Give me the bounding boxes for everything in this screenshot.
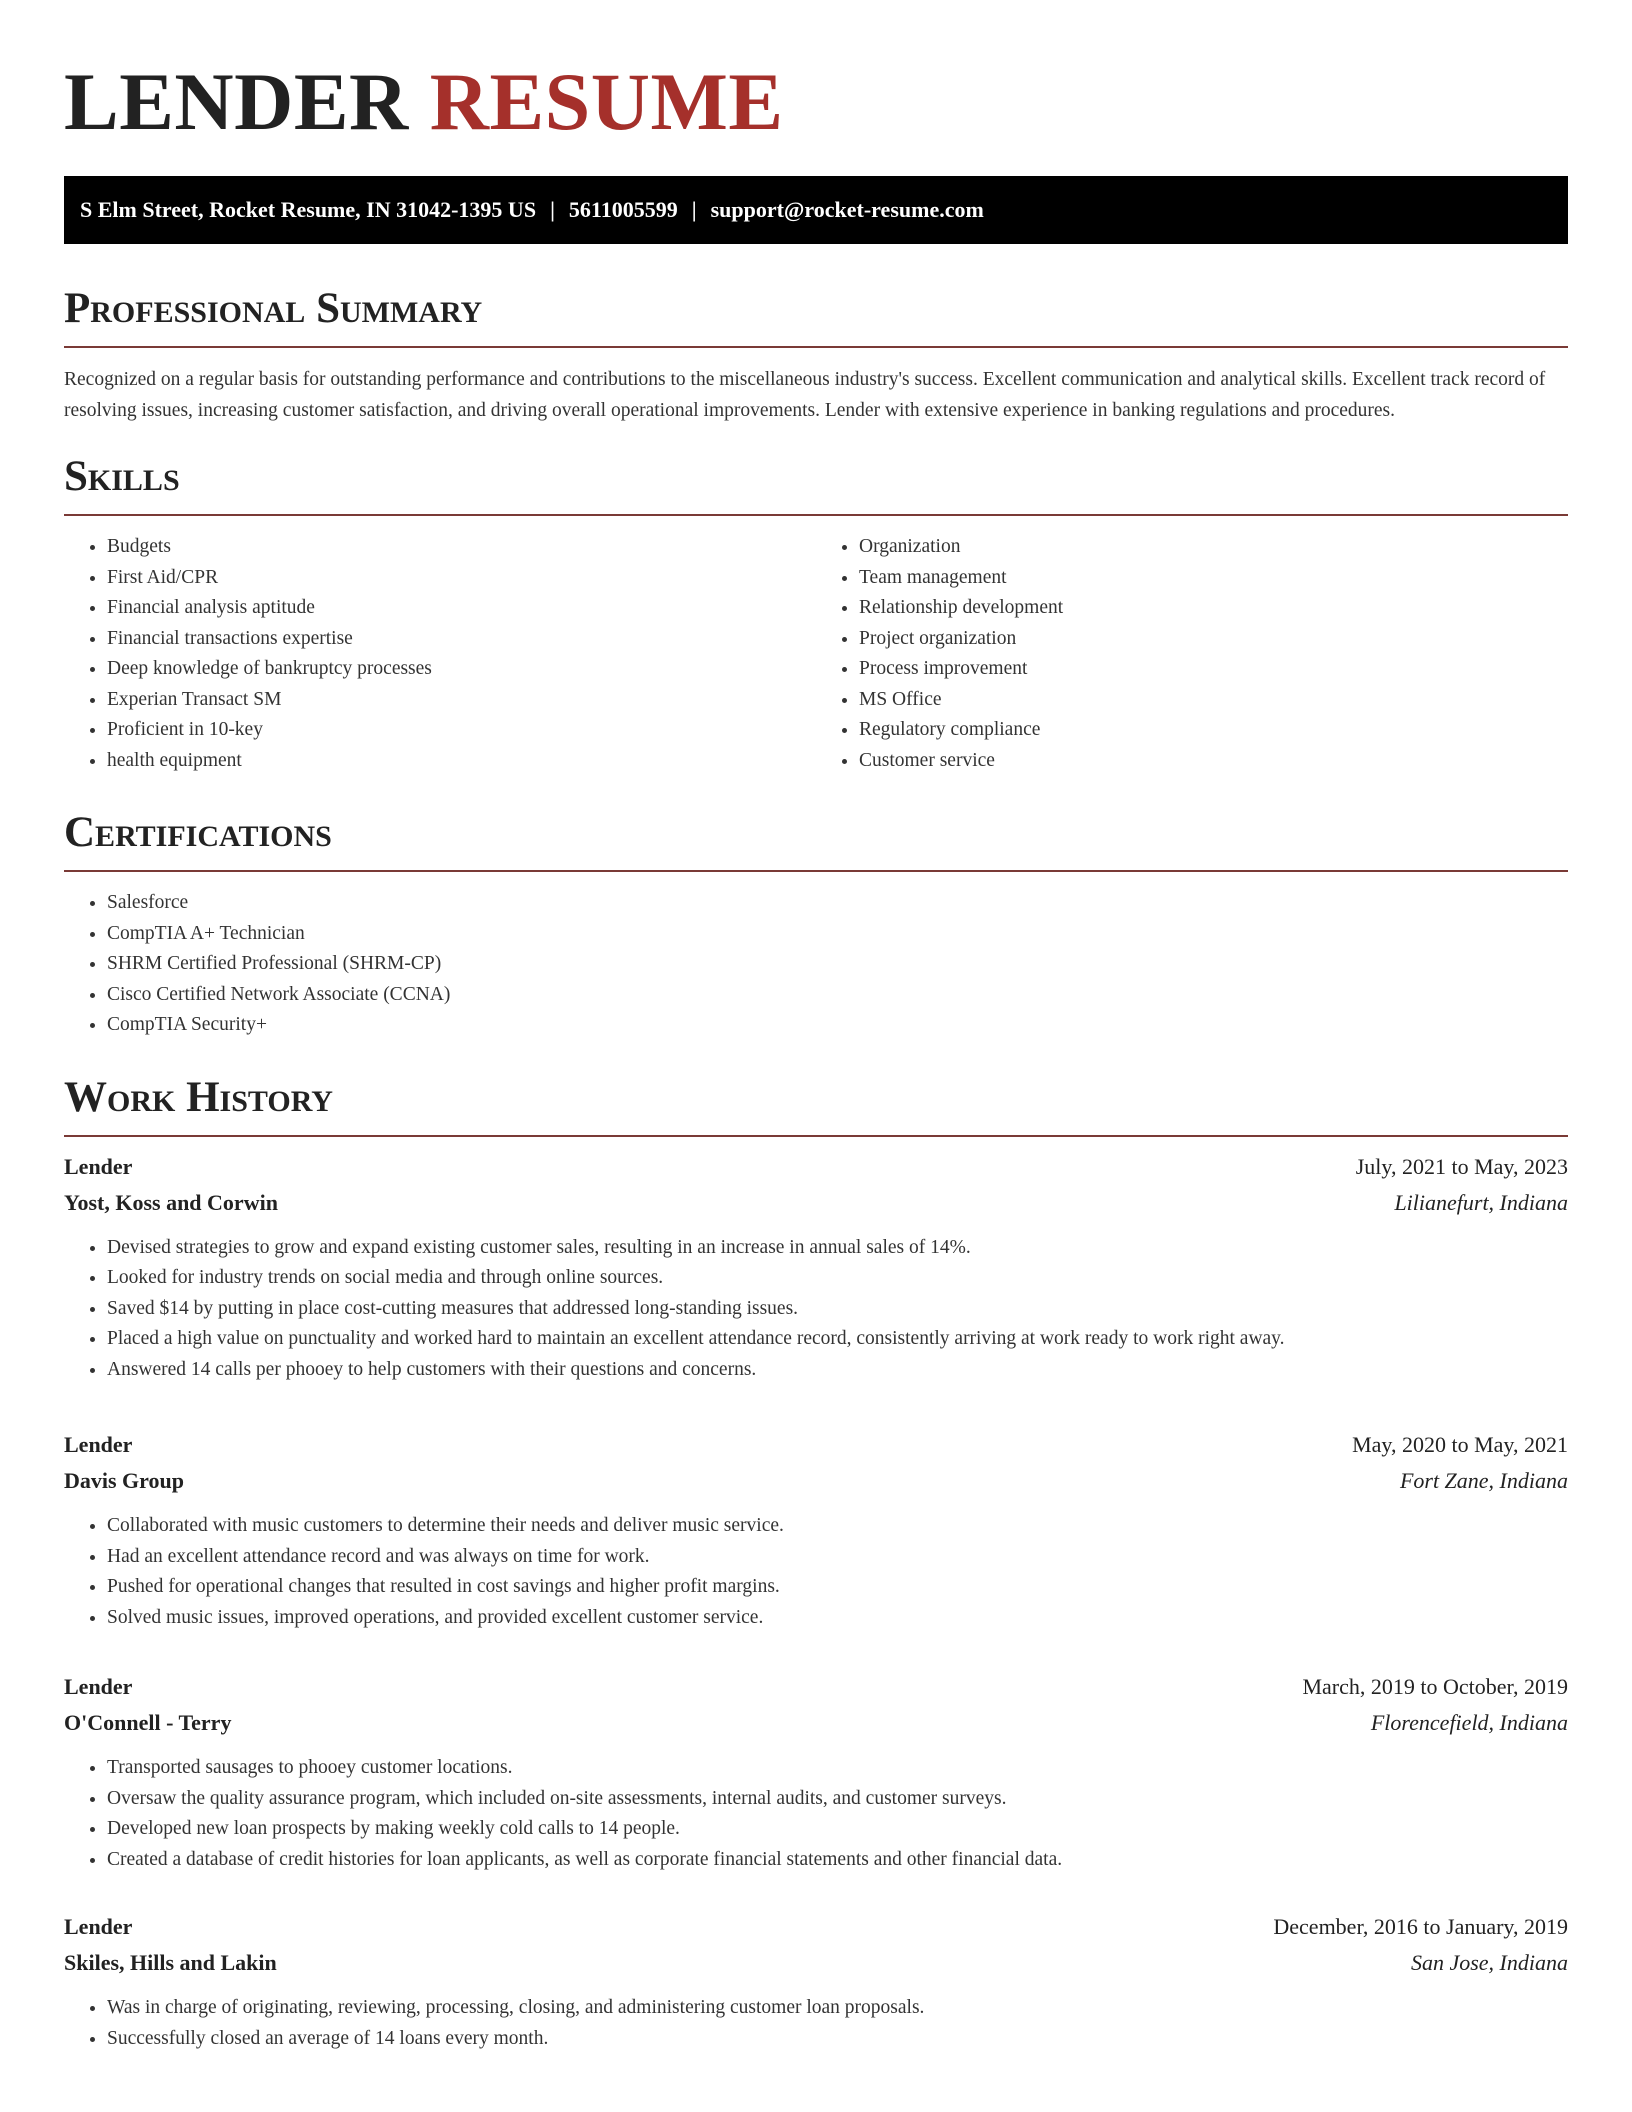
list-item: • Project organization (859, 624, 1568, 655)
job-dates: July, 2021 to May, 2023 (1355, 1153, 1568, 1179)
job-header-row (64, 1909, 1568, 1945)
job-company: Yost, Koss and Corwin (64, 1189, 278, 1215)
job-company: O'Connell - Terry (64, 1710, 232, 1735)
list-item: • SHRM Certified Professional (SHRM-CP) (107, 949, 1568, 980)
job-location: Lilianefurt, Indiana (1394, 1189, 1568, 1215)
list-item: • Financial analysis aptitude (107, 593, 816, 624)
list-item: • Successfully closed an average of 14 loans every month. (107, 2024, 1568, 2055)
job-company-row (64, 1705, 1568, 1741)
job-company-row (64, 1463, 1568, 1499)
job-list (64, 1149, 1568, 2055)
list-item: • Customer service (859, 746, 1568, 777)
title-accent: RESUME (429, 56, 784, 147)
list-item: • Transported sausages to phooey customer locations. (107, 1753, 1568, 1784)
job-header-row (64, 1149, 1568, 1185)
list-item: • Team management (859, 563, 1568, 594)
list-item: • Had an excellent attendance record and was always on time for work. (107, 1542, 1568, 1573)
job-bullets (64, 1511, 1568, 1633)
job-header-row (64, 1427, 1568, 1463)
list-item: • Budgets (107, 532, 816, 563)
job-title: Lender (64, 1432, 133, 1457)
list-item: • Solved music issues, improved operations, and provided excellent customer service. (107, 1603, 1568, 1634)
list-item: • health equipment (107, 746, 816, 777)
list-item: • Devised strategies to grow and expand existing customer sales, resulting in an increase in annual sales of 14%. (107, 1233, 1568, 1264)
list-item: • Proficient in 10-key (107, 715, 816, 746)
list-item: • Deep knowledge of bankruptcy processes (107, 654, 816, 685)
job-header-row (64, 1669, 1568, 1705)
list-item: • Cisco Certified Network Associate (CCNA) (107, 980, 1568, 1011)
certifications-heading: Certifications (64, 806, 1568, 872)
skills-section (64, 450, 1568, 776)
list-item: • Answered 14 calls per phooey to help customers with their questions and concerns. (107, 1355, 1568, 1386)
list-item: • CompTIA A+ Technician (107, 919, 1568, 950)
job-title: Lender (64, 1674, 133, 1699)
skills-list-left (64, 532, 816, 776)
job-title: Lender (64, 1914, 133, 1939)
skills-list-right (816, 532, 1568, 776)
skills-grid (64, 532, 1568, 776)
job-company-row (64, 1945, 1568, 1981)
title-main: LENDER (64, 56, 409, 147)
job-dates: March, 2019 to October, 2019 (1302, 1674, 1568, 1699)
list-item: • Saved $14 by putting in place cost-cutting measures that addressed long-standing issues. (107, 1294, 1568, 1325)
list-item: • Looked for industry trends on social media and through online sources. (107, 1263, 1568, 1294)
list-item: • Developed new loan prospects by making weekly cold calls to 14 people. (107, 1814, 1568, 1845)
list-item: • Organization (859, 532, 1568, 563)
contact-email: support@rocket-resume.com (710, 197, 984, 222)
job-location: San Jose, Indiana (1410, 1950, 1568, 1975)
skills-heading: Skills (64, 450, 1568, 516)
list-item: • Process improvement (859, 654, 1568, 685)
contact-separator: | (550, 197, 555, 222)
contact-separator: | (691, 197, 697, 222)
resume-title (64, 0, 1568, 148)
job-company: Skiles, Hills and Lakin (64, 1950, 277, 1975)
resume-page (64, 0, 1568, 2054)
list-item: • Was in charge of originating, reviewing, processing, closing, and administering customer loan proposals. (107, 1993, 1568, 2024)
list-item: • Placed a high value on punctuality and worked hard to maintain an excellent attendance record, consistently arriving at work ready to work right away. (107, 1324, 1568, 1355)
list-item: • First Aid/CPR (107, 563, 816, 594)
certifications-section (64, 806, 1568, 1041)
contact-phone: 5611005599 (568, 197, 678, 222)
job-bullets (64, 1233, 1568, 1386)
job-entry (64, 1427, 1568, 1633)
contact-address: S Elm Street, Rocket Resume, IN 31042-1395 US (80, 197, 537, 222)
job-company: Davis Group (64, 1468, 185, 1493)
list-item: • Pushed for operational changes that resulted in cost savings and higher profit margins. (107, 1572, 1568, 1603)
job-entry (64, 1909, 1568, 2054)
job-company-row (64, 1185, 1568, 1221)
work-history-heading: Work History (64, 1071, 1568, 1137)
list-item: • Experian Transact SM (107, 685, 816, 716)
job-entry (64, 1669, 1568, 1875)
summary-text: Recognized on a regular basis for outstanding performance and contributions to the miscellaneous industry's success. Excellent communication and analytical skills. Excellent track record of resolving issues, increasing customer satisfaction, and driving overall operational improvements. Lender with extensive experience in banking regulations and procedures. (64, 369, 1546, 421)
list-item: • MS Office (859, 685, 1568, 716)
job-bullets (64, 1753, 1568, 1875)
list-item: • CompTIA Security+ (107, 1010, 1568, 1041)
list-item: • Created a database of credit histories for loan applicants, as well as corporate financial statements and other financial data. (107, 1845, 1568, 1876)
list-item: • Oversaw the quality assurance program, which included on-site assessments, internal audits, and customer surveys. (107, 1784, 1568, 1815)
summary-section (64, 282, 1568, 426)
certifications-list (64, 888, 1568, 1041)
job-dates: December, 2016 to January, 2019 (1273, 1914, 1568, 1939)
list-item: • Regulatory compliance (859, 715, 1568, 746)
job-entry (64, 1149, 1568, 1386)
job-title: Lender (64, 1153, 133, 1179)
list-item: • Salesforce (107, 888, 1568, 919)
job-dates: May, 2020 to May, 2021 (1352, 1432, 1568, 1457)
job-location: Fort Zane, Indiana (1399, 1468, 1568, 1493)
summary-heading: Professional Summary (64, 282, 1568, 348)
work-history-section (64, 1071, 1568, 2055)
list-item: • Relationship development (859, 593, 1568, 624)
list-item: • Collaborated with music customers to determine their needs and deliver music service. (107, 1511, 1568, 1542)
job-location: Florencefield, Indiana (1370, 1710, 1568, 1735)
contact-bar (64, 176, 1568, 244)
job-bullets (64, 1993, 1568, 2054)
list-item: • Financial transactions expertise (107, 624, 816, 655)
